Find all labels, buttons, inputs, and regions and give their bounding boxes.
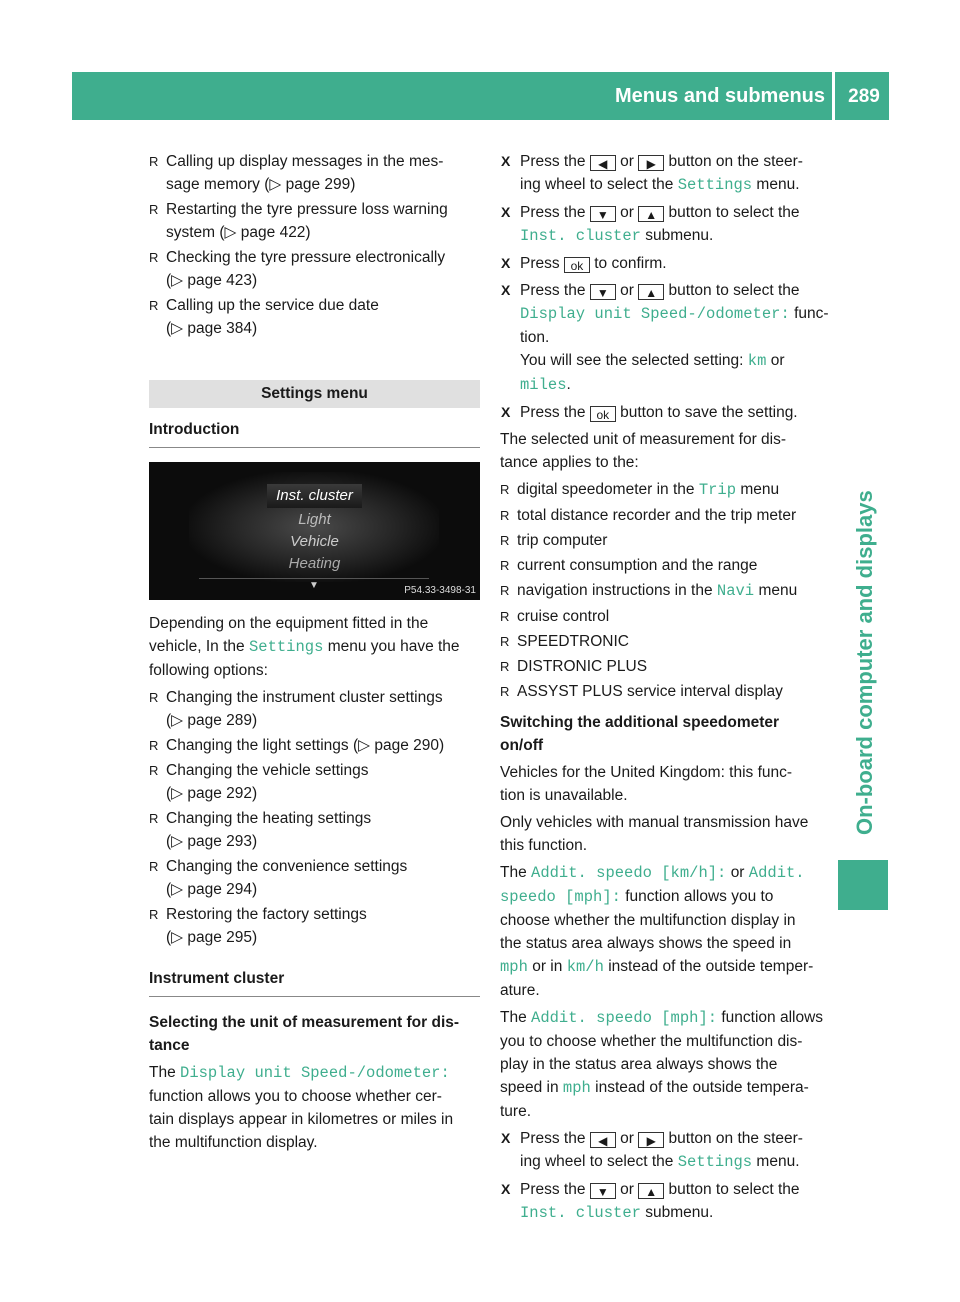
figure-item-inst-cluster: Inst. cluster [276,487,353,504]
down-arrow-key-icon: ▼ [590,1183,616,1199]
list-item: R trip computer [500,532,608,549]
up-arrow-key-icon: ▲ [638,1183,664,1199]
introduction-heading: Introduction [149,418,480,448]
down-arrow-key-icon: ▼ [590,206,616,222]
ok-key-icon: ok [590,406,616,422]
list-item: R Calling up the service due date (▷ page 384) [149,297,379,337]
instrument-cluster-heading: Instrument cluster [149,967,480,997]
left-column [149,150,480,1158]
list-item: R DISTRONIC PLUS [500,658,648,675]
right-arrow-key-icon: ▶ [638,1132,664,1148]
addit-speedo-paragraph: The Addit. speedo [km/h]: or Addit. speedo [mph]: function allows you to choose whether the multifunction display in the status area always shows the speed in mph or in km/h instead of the outside temper- ature. [500,864,814,999]
down-arrow-key-icon: ▼ [590,284,616,300]
step-item: X Press the ◀ or ▶ button on the steer- ing wheel to select the Settings menu. [501,153,803,194]
step-item: X Press ok to confirm. [501,255,667,273]
chevron-down-icon: ▼ [309,580,319,591]
step-item: X Press the ◀ or ▶ button on the steer- ing wheel to select the Settings menu. [501,1130,803,1171]
list-item: R Changing the heating settings (▷ page 293) [149,810,372,850]
list-item: R current consumption and the range [500,557,758,574]
unit-paragraph: The Display unit Speed-/odometer: function allows you to choose whether cer- tain displays appear in kilometres or miles in the multifunction display. [149,1064,454,1151]
right-column [500,150,834,1229]
list-item: R SPEEDTRONIC [500,633,629,650]
list-item: R Restoring the factory settings (▷ page 295) [149,906,367,946]
list-item: R total distance recorder and the trip meter [500,507,797,524]
section-title: Settings menu [149,380,480,408]
up-arrow-key-icon: ▲ [638,284,664,300]
side-chapter-label: On-board computer and displays [852,490,877,835]
right-arrow-key-icon: ▶ [638,155,664,171]
side-color-block [838,860,888,910]
cluster-menu-figure [149,462,480,600]
step-item: X Press the ▼ or ▲ button to select the Display unit Speed-/odometer: func- tion. You will see the selected setting: km or miles. [501,282,829,394]
applies-paragraph: The selected unit of measurement for dis- tance applies to the: [500,431,787,471]
list-item: R Changing the vehicle settings (▷ page 292) [149,762,369,802]
uk-note-paragraph: Vehicles for the United Kingdom: this func- tion is unavailable. [500,764,793,804]
header-divider [832,72,835,120]
list-item: R digital speedometer in the Trip menu [500,481,780,499]
list-item: R Changing the convenience settings (▷ page 294) [149,858,408,898]
list-item: R Checking the tyre pressure electronically (▷ page 423) [149,249,446,289]
figure-code: P54.33-3498-31 [404,585,476,596]
figure-item-light: Light [298,511,331,528]
addit-speedo-mph-paragraph: The Addit. speedo [mph]: function allows you to choose whether the multifunction dis- play in the status area always shows the speed in mph instead of the outside tempera- ture. [500,1009,824,1120]
list-item: R Changing the instrument cluster settings (▷ page 289) [149,689,443,729]
manual-transmission-paragraph: Only vehicles with manual transmission have this function. [500,814,809,854]
header-title: Menus and submenus [614,85,825,107]
unit-heading: Selecting the unit of measurement for dis- tance [149,1014,460,1054]
step-item: X Press the ok button to save the setting. [501,404,798,422]
list-item: R navigation instructions in the Navi menu [500,582,798,600]
list-item: R ASSYST PLUS service interval display [500,683,783,700]
list-item: R Changing the light settings (▷ page 290) [149,737,445,754]
intro-paragraph: Depending on the equipment fitted in the vehicle, In the Settings menu you have the following options: [149,615,460,679]
list-item: R Restarting the tyre pressure loss warning system (▷ page 422) [149,201,448,241]
step-item: X Press the ▼ or ▲ button to select the Inst. cluster submenu. [501,1181,800,1222]
page-number: 289 [848,86,880,107]
figure-item-heating: Heating [288,555,341,572]
up-arrow-key-icon: ▲ [638,206,664,222]
figure-item-vehicle: Vehicle [290,533,339,550]
ok-key-icon: ok [564,257,590,273]
side-chapter-tab [838,165,890,835]
left-arrow-key-icon: ◀ [590,1132,616,1148]
list-item: R cruise control [500,608,610,625]
list-item: R Calling up display messages in the mes- sage memory (▷ page 299) [149,153,444,193]
additional-speedometer-heading: Switching the additional speedometer on/off [500,714,780,754]
left-arrow-key-icon: ◀ [590,155,616,171]
step-item: X Press the ▼ or ▲ button to select the Inst. cluster submenu. [501,204,800,245]
